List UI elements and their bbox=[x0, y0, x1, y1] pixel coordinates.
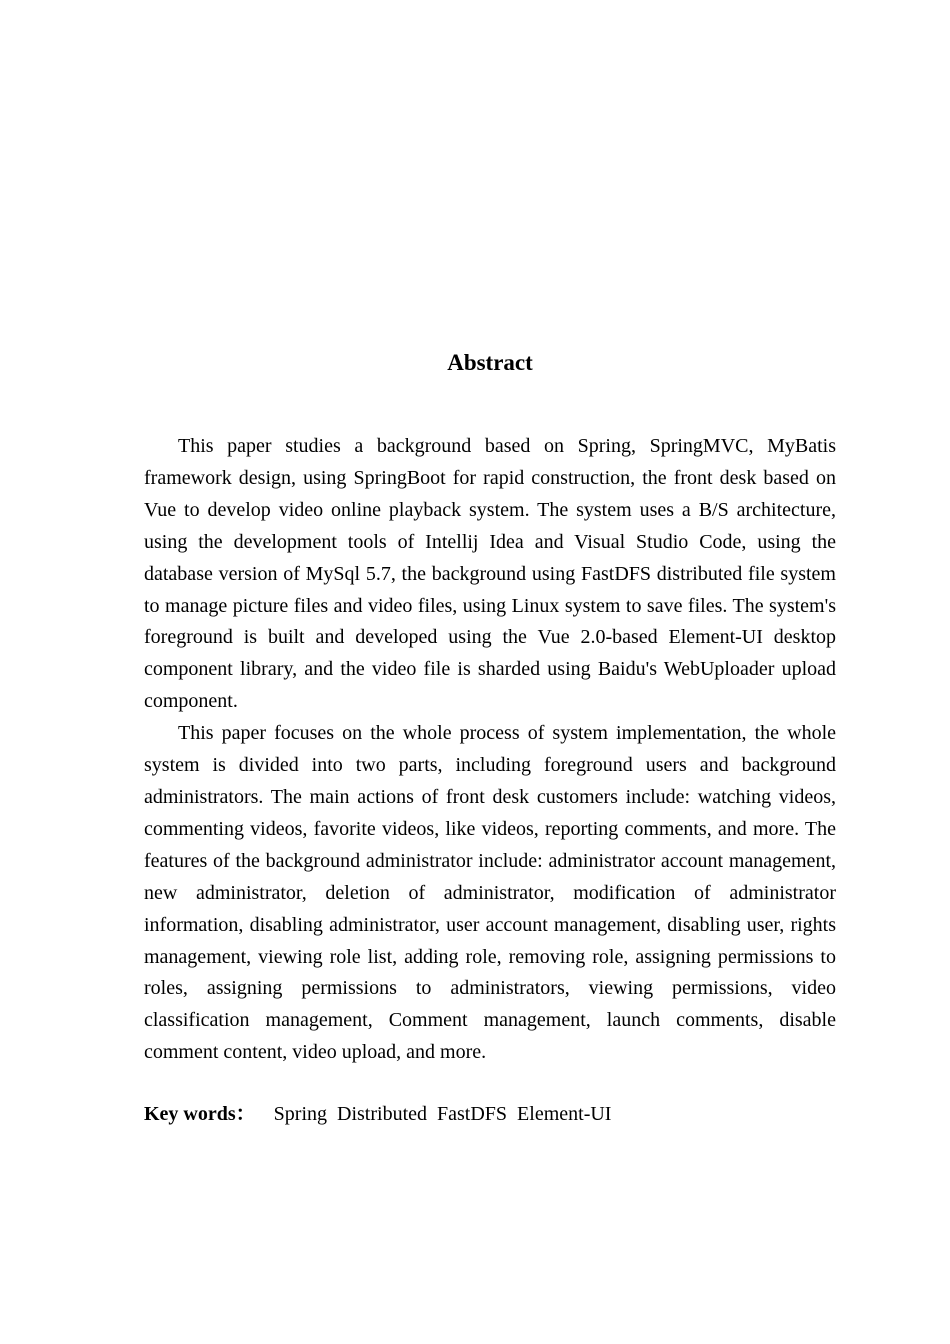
keywords-label: Key words： bbox=[144, 1103, 256, 1125]
keyword-item: Distributed bbox=[337, 1103, 428, 1125]
abstract-paragraph-1: This paper studies a background based on Spring, SpringMVC, MyBatis framework design, using SpringBoot for rapid construction, the front desk based on Vue to develop video online playback system. The system uses a B/S architecture, using the development tools of Intellij Idea and Visual Studio Code, using the database version of MySql 5.7, the background using FastDFS distributed file system to manage picture files and video files, using Linux system to save files. The system's foreground is built and developed using the Vue 2.0-based Element-UI desktop component library, and the video file is sharded using Baidu's WebUploader upload component. bbox=[144, 435, 836, 713]
abstract-heading: Abstract bbox=[447, 350, 533, 375]
keyword-item: Spring bbox=[273, 1103, 328, 1125]
keywords-line bbox=[144, 1099, 836, 1130]
abstract-body bbox=[144, 431, 836, 1069]
keyword-item: Element-UI bbox=[517, 1103, 612, 1125]
abstract-paragraph-2: This paper focuses on the whole process of system implementation, the whole system is divided into two parts, including foreground users and background administrators. The main actions of front desk customers include: watching videos, commenting videos, favorite videos, like videos, reporting comments, and more. The features of the background administrator include: administrator account management, new administrator, deletion of administrator, modification of administrator information, disabling administrator, user account management, disabling user, rights management, viewing role list, adding role, removing role, assigning permissions to roles, assigning permissions to administrators, viewing permissions, video classification management, Comment management, launch comments, disable comment content, video upload, and more. bbox=[144, 722, 836, 1064]
keyword-item: FastDFS bbox=[437, 1103, 508, 1125]
